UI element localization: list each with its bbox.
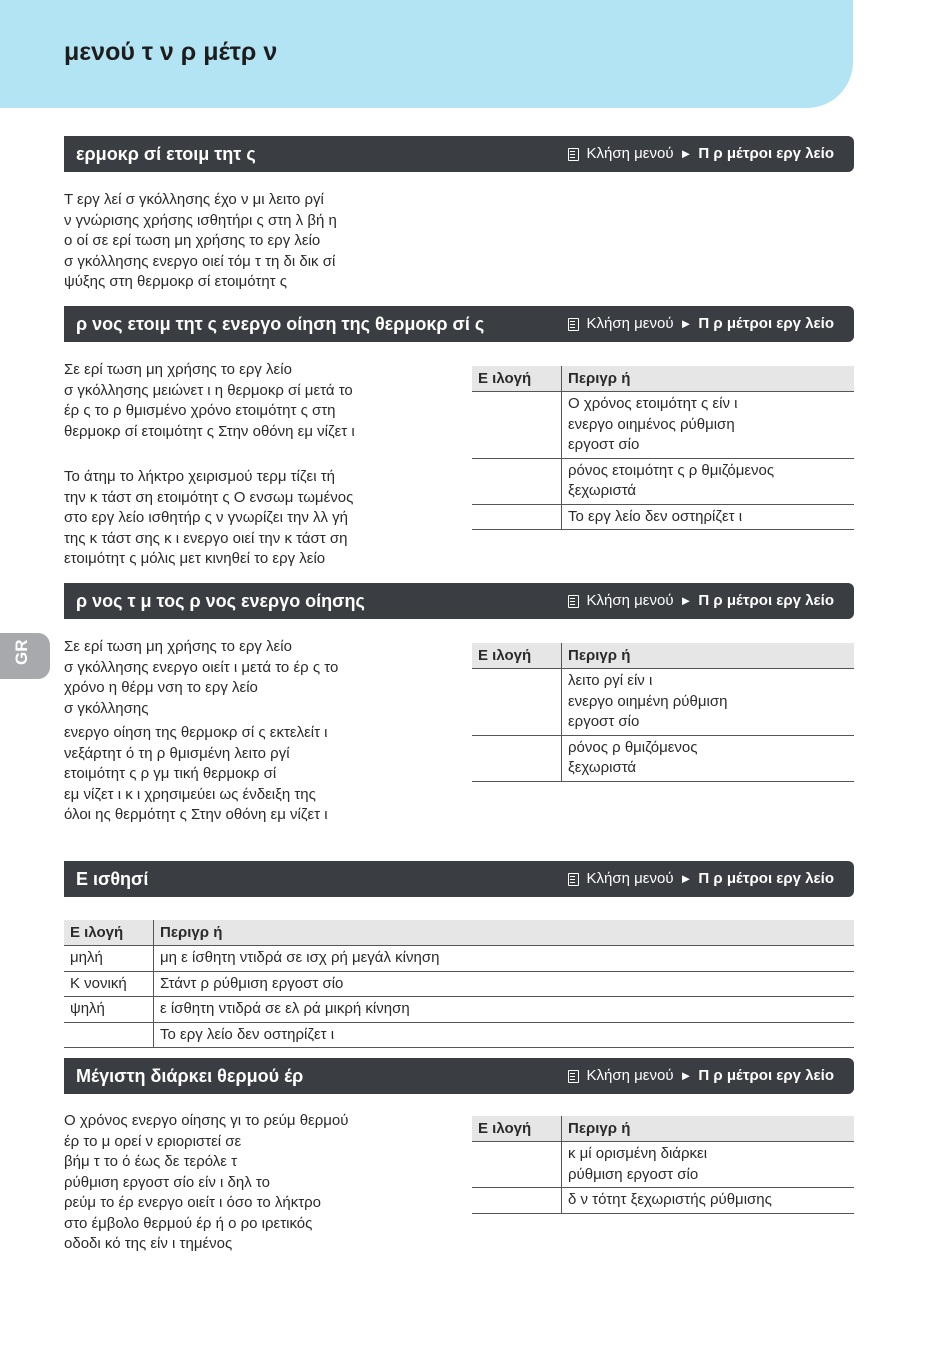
section-bar-standby-time — [64, 306, 854, 342]
text-line: έρ ς το ρ θμισμένο χρόνο ετοιμότητ ς στη — [64, 402, 336, 419]
table-cell — [472, 504, 562, 530]
table-header: Ε ιλογή — [472, 643, 562, 669]
text-line: νεξάρτητ ό τη ρ θμισμένη λειτο ργί — [64, 744, 290, 762]
text-line: εμ νίζετ ι κ ι χρησιμεύει ως ένδειξη της — [64, 785, 316, 803]
text-line: ν γνώρισης χρήσης ισθητήρι ς στη λ βή η — [64, 211, 337, 229]
menu-icon — [568, 318, 579, 331]
menu-call-label: Κλήση μενού — [586, 145, 674, 162]
menu-call — [568, 1058, 834, 1094]
text-line: στο εργ λείο ισθητήρ ς ν γνωρίζει την λλ γή — [64, 509, 349, 526]
table-cell: ε ίσθητη ντιδρά σε ελ ρά μικρή κίνηση — [154, 997, 855, 1023]
table-row — [472, 392, 854, 459]
section-title: ρ νος τ μ τος ρ νος ενεργο οίησης — [76, 591, 365, 611]
text-line: την κ τάστ ση ετοιμότητ ς Ο ενσωμ τωμένος — [64, 488, 354, 506]
menu-icon — [568, 595, 579, 608]
table-cell — [64, 1022, 154, 1048]
table-cell — [472, 669, 562, 736]
menu-call-path: Π ρ μέτροι εργ λείο — [698, 315, 834, 332]
table-header: Περιγρ ή — [562, 643, 855, 669]
menu-icon — [568, 148, 579, 161]
arrow-right-icon: ► — [679, 871, 693, 886]
text-line: ρύθμιση εργοστ σίο είν ι δηλ το — [64, 1173, 270, 1191]
table-cell: μη ε ίσθητη ντιδρά σε ισχ ρή μεγάλ κίνηση — [154, 946, 855, 972]
text-line: θερμοκρ σί ετοιμότητ ς Στην οθόνη εμ νίζετ ι — [64, 422, 355, 440]
menu-icon — [568, 1070, 579, 1083]
menu-call-path: Π ρ μέτροι εργ λείο — [698, 592, 834, 609]
table-header: Ε ιλογή — [64, 920, 154, 946]
table-cell: κ μί ορισμένη διάρκει ρύθμιση εργοστ σίο — [562, 1142, 855, 1188]
menu-call — [568, 583, 834, 619]
text-line: σ γκόλλησης μειώνετ ι η θερμοκρ σί μετά το — [64, 381, 353, 399]
text-line: ρεύμ το έρ ενεργο οιείτ ι όσο το λήκτρο — [64, 1194, 322, 1211]
options-table — [472, 1116, 854, 1214]
table-cell: Το εργ λείο δεν οστηρίζετ ι — [154, 1022, 855, 1048]
text-line: ο οί σε ερί τωση μη χρήσης το εργ λείο — [64, 232, 321, 249]
text-line: Το άτημ το λήκτρο χειρισμού τερμ τίζει τή — [64, 468, 335, 485]
menu-call-path: Π ρ μέτροι εργ λείο — [698, 1067, 834, 1084]
arrow-right-icon: ► — [679, 316, 693, 331]
text-line: όλοι ης θερμότητ ς Στην οθόνη εμ νίζετ ι — [64, 806, 328, 823]
section-title: ερμοκρ σί ετοιμ τητ ς — [76, 144, 256, 164]
table-row — [472, 669, 854, 736]
table-row — [472, 1142, 854, 1188]
options-table — [472, 643, 854, 782]
section-title: Ε ισθησί — [76, 869, 149, 889]
menu-call — [568, 861, 834, 897]
text-line: σ γκόλλησης — [64, 699, 149, 717]
table-cell — [472, 1188, 562, 1214]
section-text — [64, 190, 337, 293]
language-tab-label: GR — [12, 639, 31, 665]
text-line: σ γκόλλησης ενεργο οιείτ ι μετά το έρ ς το — [64, 658, 339, 676]
menu-call-path: Π ρ μέτροι εργ λείο — [698, 145, 834, 162]
table-cell: λειτο ργί είν ι ενεργο οιημένη ρύθμιση εργοστ σίο — [562, 669, 855, 736]
page-title: μενού τ ν ρ μέτρ ν — [64, 38, 278, 66]
table-header: Περιγρ ή — [154, 920, 855, 946]
section-title: ρ νος ετοιμ τητ ς ενεργο οίηση της θερμοκρ σί ς — [76, 314, 485, 334]
table-row — [472, 504, 854, 530]
table-cell: Στάντ ρ ρύθμιση εργοστ σίο — [154, 971, 855, 997]
table-row — [64, 946, 854, 972]
text-line: Σε ερί τωση μη χρήσης το εργ λείο — [64, 638, 292, 655]
table-header: Περιγρ ή — [562, 366, 855, 392]
table-cell — [472, 458, 562, 504]
table-cell — [472, 1142, 562, 1188]
arrow-right-icon: ► — [679, 593, 693, 608]
menu-call-path: Π ρ μέτροι εργ λείο — [698, 870, 834, 887]
text-line: ψύξης στη θερμοκρ σί ετοιμότητ ς — [64, 273, 287, 290]
text-line: στο έμβολο θερμού έρ ή ο ρο ιρετικός — [64, 1214, 313, 1232]
text-line: χρόνο η θέρμ νση το εργ λείο — [64, 679, 258, 696]
table-row — [64, 1022, 854, 1048]
table-cell: ρόνος ρ θμιζόμενος ξεχωριστά — [562, 735, 855, 781]
section-text — [64, 637, 338, 826]
section-bar-shutoff-time — [64, 583, 854, 619]
table-header: Ε ιλογή — [472, 366, 562, 392]
menu-call — [568, 136, 834, 172]
table-row — [472, 1188, 854, 1214]
section-text — [64, 1111, 348, 1255]
section-title: Μέγιστη διάρκει θερμού έρ — [76, 1066, 304, 1086]
menu-call-label: Κλήση μενού — [586, 592, 674, 609]
table-cell — [472, 735, 562, 781]
language-tab — [0, 633, 50, 679]
section-bar-max-hot-air-duration — [64, 1058, 854, 1094]
menu-call-label: Κλήση μενού — [586, 315, 674, 332]
table-row — [64, 997, 854, 1023]
table-row — [472, 735, 854, 781]
table-cell: ψηλή — [64, 997, 154, 1023]
table-row — [64, 971, 854, 997]
menu-call-label: Κλήση μενού — [586, 1067, 674, 1084]
table-cell: Κ νονική — [64, 971, 154, 997]
text-line: Τ εργ λεί σ γκόλλησης έχο ν μι λειτο ργί — [64, 191, 324, 208]
table-cell: Ο χρόνος ετοιμότητ ς είν ι ενεργο οιημένος ρύθμιση εργοστ σίο — [562, 392, 855, 459]
arrow-right-icon: ► — [679, 146, 693, 161]
text-line: σ γκόλλησης ενεργο οιεί τόμ τ τη δι δικ σί — [64, 252, 336, 270]
table-cell: μηλή — [64, 946, 154, 972]
text-line: Σε ερί τωση μη χρήσης το εργ λείο — [64, 361, 292, 378]
options-table — [472, 366, 854, 530]
menu-call-label: Κλήση μενού — [586, 870, 674, 887]
table-cell: δ ν τότητ ξεχωριστής ρύθμισης — [562, 1188, 855, 1214]
text-line: οδοδι κό της είν ι τημένος — [64, 1235, 233, 1252]
text-line: ετοιμότητ ς μόλις μετ κινηθεί το εργ λείο — [64, 550, 326, 567]
table-row — [472, 458, 854, 504]
text-line: βήμ τ το ό έως δε τερόλε τ — [64, 1153, 238, 1170]
text-line: Ο χρόνος ενεργο οίησης γι το ρεύμ θερμού — [64, 1112, 349, 1129]
table-cell — [472, 392, 562, 459]
section-bar-standby-temperature — [64, 136, 854, 172]
table-cell: Το εργ λείο δεν οστηρίζετ ι — [562, 504, 855, 530]
arrow-right-icon: ► — [679, 1068, 693, 1083]
menu-icon — [568, 873, 579, 886]
text-line: ενεργο οίηση της θερμοκρ σί ς εκτελείτ ι — [64, 724, 328, 741]
text-line: έρ το μ ορεί ν εριοριστεί σε — [64, 1132, 242, 1150]
menu-call — [568, 306, 834, 342]
options-table — [64, 920, 854, 1048]
section-bar-sensitivity — [64, 861, 854, 897]
table-header: Περιγρ ή — [562, 1116, 855, 1142]
section-text — [64, 467, 353, 570]
table-header: Ε ιλογή — [472, 1116, 562, 1142]
text-line: της κ τάστ σης κ ι ενεργο οιεί την κ τάστ ση — [64, 529, 348, 547]
table-cell: ρόνος ετοιμότητ ς ρ θμιζόμενος ξεχωριστά — [562, 458, 855, 504]
text-line: ετοιμότητ ς ρ γμ τική θερμοκρ σί — [64, 765, 277, 782]
section-text — [64, 360, 355, 442]
